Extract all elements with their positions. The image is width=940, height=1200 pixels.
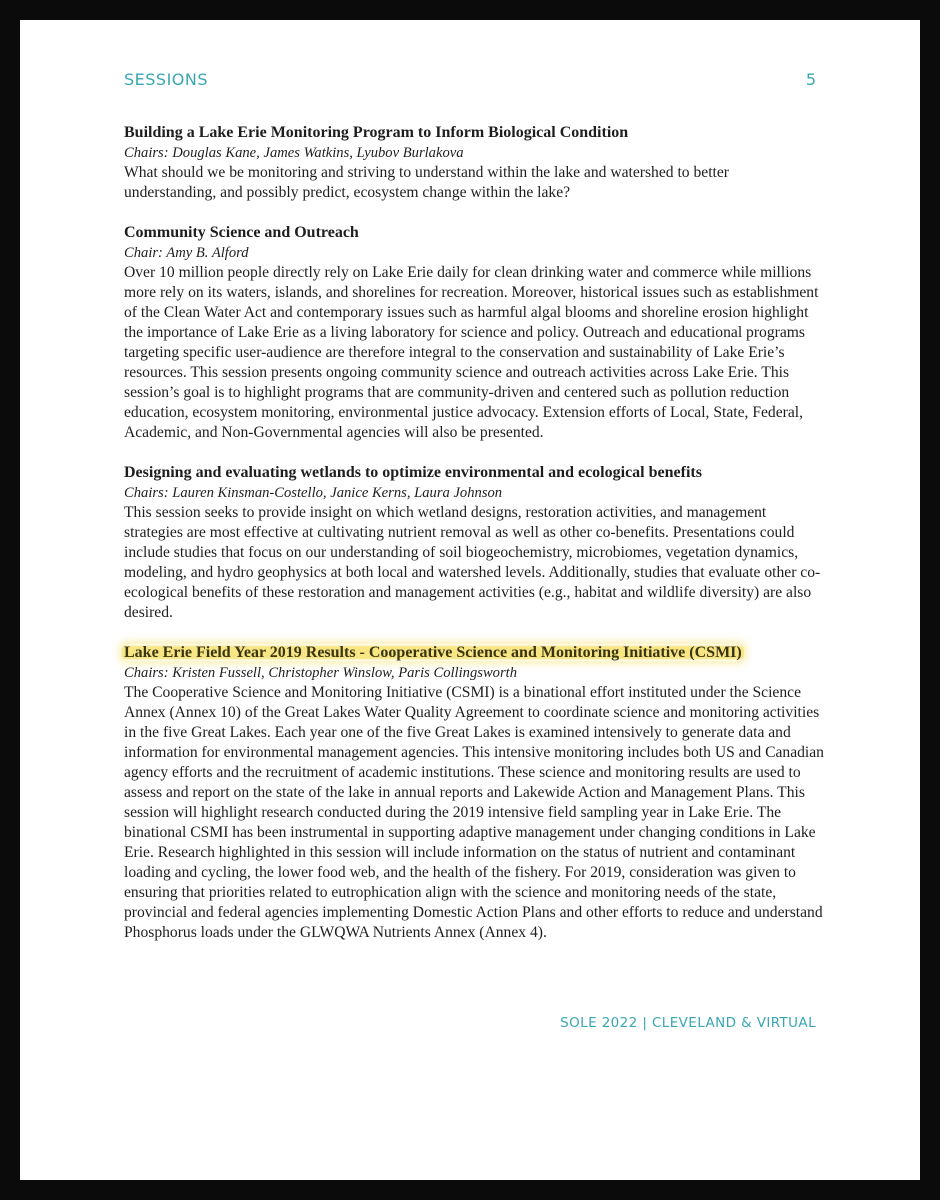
session-description: This session seeks to provide insight on which wetland designs, restoration activities, and management strategies are most effective at cultivating nutrient removal as well as other co-benefits. Presentations could include studies that focus on our understanding of soil biogeochemistry, microbiomes, vegetation dynamics, modeling, and hydro geophysics at both local and watershed levels. Additionally, studies that evaluate other co-ecological benefits of these restoration and management activities (e.g., habitat and wildlife diversity) are also desired.	[124, 504, 821, 621]
session-title: Designing and evaluating wetlands to optimize environmental and ecological benefits	[124, 464, 702, 481]
session-chairs: Chairs: Douglas Kane, James Watkins, Lyubov Burlakova	[124, 145, 464, 161]
session-description: Over 10 million people directly rely on Lake Erie daily for clean drinking water and commerce while millions more rely on its waters, islands, and shorelines for recreation. Moreover, historical issues such as establishment of the Clean Water Act and contemporary issues such as harmful algal blooms and shoreline erosion highlight the importance of Lake Erie as a living laboratory for science and policy. Outreach and educational programs targeting specific user-audience are therefore integral to the conservation and sustainability of Lake Erie’s resources. This session presents ongoing community science and outreach activities across Lake Erie. This session’s goal is to highlight programs that are community-driven and centered such as pollution reduction education, ecosystem monitoring, environmental justice advocacy. Extension efforts of Local, State, Federal, Academic, and Non-Governmental agencies will also be presented.	[124, 264, 819, 441]
session-entry	[124, 123, 824, 203]
session-chairs: Chairs: Lauren Kinsman-Costello, Janice Kerns, Laura Johnson	[124, 485, 503, 501]
session-entry	[124, 223, 824, 443]
highlighter-mark: Lake Erie Field Year 2019 Results - Cooperative Science and Monitoring Initiative (CSMI)	[124, 644, 742, 661]
session-chairs: Chairs: Kristen Fussell, Christopher Winslow, Paris Collingsworth	[124, 665, 518, 681]
section-header: SESSIONS	[124, 70, 209, 89]
session-title: Building a Lake Erie Monitoring Program to Inform Biological Condition	[124, 124, 629, 141]
session-entry	[124, 463, 824, 623]
session-title-highlighted	[124, 643, 824, 663]
session-entry-highlighted	[124, 643, 824, 943]
page-footer: SOLE 2022 | CLEVELAND & VIRTUAL	[560, 1015, 816, 1031]
session-description: What should we be monitoring and striving to understand within the lake and watershed to better understanding, and possibly predict, ecosystem change within the lake?	[124, 164, 729, 201]
session-title: Community Science and Outreach	[124, 224, 359, 241]
page-number: 5	[805, 70, 816, 89]
sessions-list	[124, 123, 824, 963]
session-chairs: Chair: Amy B. Alford	[124, 245, 249, 261]
session-description: The Cooperative Science and Monitoring Initiative (CSMI) is a binational effort instituted under the Science Annex (Annex 10) of the Great Lakes Water Quality Agreement to coordinate science and monitoring activities in the five Great Lakes. Each year one of the five Great Lakes is examined intensively to generate data and information for environmental management agencies. This intensive monitoring includes both US and Canadian agency efforts and the recruitment of academic institutions. These science and monitoring results are used to assess and report on the state of the lake in annual reports and Lakewide Action and Management Plans. This session will highlight research conducted during the 2019 intensive field sampling year in Lake Erie. The binational CSMI has been instrumental in supporting adaptive management under changing conditions in Lake Erie. Research highlighted in this session will include information on the status of nutrient and contaminant loading and cycling, the lower food web, and the health of the fishery. For 2019, consideration was given to ensuring that priorities related to eutrophication align with the science and monitoring needs of the state, provincial and federal agencies implementing Domestic Action Plans and other efforts to reduce and understand Phosphorus loads under the GLWQWA Nutrients Annex (Annex 4).	[124, 684, 824, 941]
document-page	[20, 20, 920, 1180]
